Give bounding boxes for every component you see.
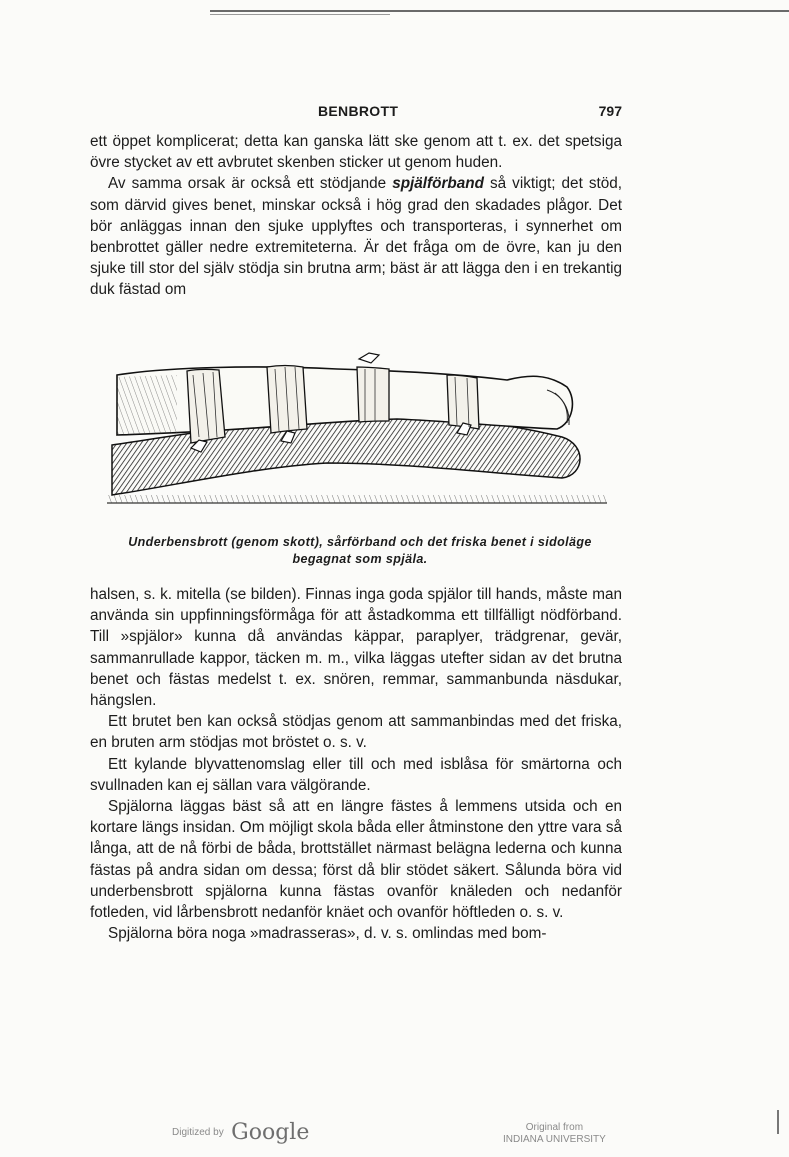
running-title: BENBROTT <box>318 103 399 119</box>
figure-caption <box>100 534 620 568</box>
bandage <box>447 375 479 429</box>
ground-shadow <box>107 495 607 503</box>
upper-text <box>90 131 622 301</box>
paragraph: Ett brutet ben kan också stödjas genom att sammanbindas med det friska, en bruten arm stödjas mot bröstet o. s. v. <box>90 713 622 752</box>
page-number: 797 <box>598 103 622 119</box>
digitized-label: Digitized by <box>172 1127 224 1138</box>
paragraph: halsen, s. k. mitella (se bilden). Finnas inga goda spjälor till hands, måste man använda sin uppfinningsförmåga för att åstadkomma ett tillfälligt nödförband. Till »spjälor» kunna då användas käppar, paraplyer, trädgrenar, gevär, sammanrullade kappor, täcken m. m., vilka läggas utefter sidan av det brutna benet och fästas medelst t. ex. snören, remmar, sammanbunda näsdukar, hängslen. <box>90 586 622 710</box>
scan-top-line-faint <box>210 14 390 15</box>
original-from <box>503 1122 606 1146</box>
scan-top-line <box>210 10 789 12</box>
lower-text <box>90 584 622 944</box>
digitized-by-google <box>172 1120 309 1145</box>
bandaged-leg-illustration <box>107 345 612 510</box>
scan-edge-mark <box>777 1110 779 1134</box>
paragraph: ett öppet komplicerat; detta kan ganska lätt ske genom att t. ex. det spetsiga övre stycket av ett avbrutet skenben sticker ut genom huden. <box>90 133 622 172</box>
paragraph-text: Av samma orsak är också ett stödjande <box>108 175 393 193</box>
paragraph-splint <box>90 173 622 300</box>
paragraph-text: så viktigt; det stöd, som därvid gives benet, minskar också i hög grad den skadades plågor. Det bör anläggas innan den sjuke upplyftes och transporteras, i synnerhet om benbrottet gäller nedre extremiteterna. Är det fråga om de övre, kan ju den sjuke till stor del själv stödja sin brutna arm; bäst är att lägga den i en trekantig duk fästad om <box>90 175 622 299</box>
university-name: INDIANA UNIVERSITY <box>503 1134 606 1145</box>
paragraph: Spjälorna böra noga »madrasseras», d. v. s. omlindas med bom- <box>108 925 547 943</box>
page-header <box>90 103 622 125</box>
paragraph: Ett kylande blyvattenomslag eller till och med isblåsa för smärtorna och svullnaden kan ej sällan vara välgörande. <box>90 755 622 794</box>
original-from-label: Original from <box>525 1122 584 1133</box>
paragraph: Spjälorna läggas bäst så att en längre fästes å lemmens utsida och en kortare längs insidan. Om möjligt skola båda eller åtminstone den yttre vara så långa, att de nå förbi de båda, brottstället närmast belägna lederna och kunna fästas på andra sidan om dessa; först då blir stödet säkert. Sålunda böra vid underbensbrott spjälorna kunna fästas ovanför knäleden och nedanför fotleden, vid lårbensbrott nedanför knäet och ovanför höftleden o. s. v. <box>90 798 622 922</box>
knot <box>359 353 379 363</box>
caption-line-2: begagnat som spjäla. <box>292 552 428 566</box>
google-logo: Google <box>231 1120 310 1145</box>
thigh-shading <box>117 375 177 435</box>
emphasis-term: spjälförband <box>392 175 484 193</box>
bandage <box>357 367 389 422</box>
caption-line-1: Underbensbrott (genom skott), sårförband och det friska benet i sidoläge <box>128 535 592 549</box>
